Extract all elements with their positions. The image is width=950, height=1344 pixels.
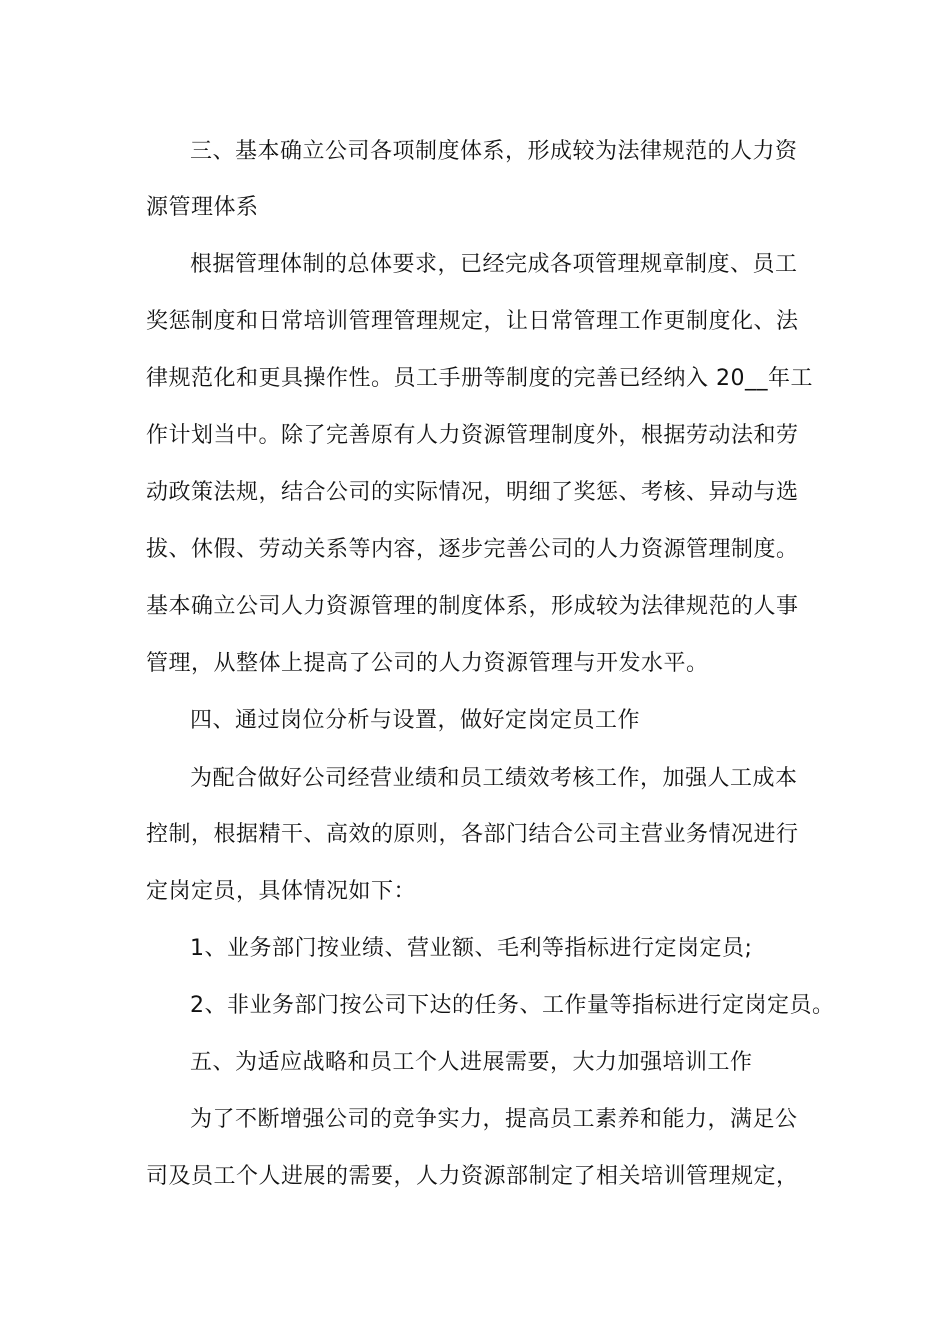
list-item-1: 1、业务部门按业绩、营业额、毛利等指标进行定岗定员; — [190, 936, 753, 961]
paragraph-line: 根据管理体制的总体要求，已经完成各项管理规章制度、员工 — [190, 252, 798, 277]
paragraph-line: 司及员工个人进展的需要，人力资源部制定了相关培训管理规定， — [146, 1164, 799, 1189]
paragraph-line: 作计划当中。除了完善原有人力资源管理制度外，根据劳动法和劳 — [146, 423, 799, 448]
list-item-2: 2、非业务部门按公司下达的任务、工作量等指标进行定岗定员。 — [190, 993, 835, 1018]
section-3-heading-line-2: 源管理体系 — [146, 195, 259, 220]
paragraph-line: 奖惩制度和日常培训管理管理规定，让日常管理工作更制度化、法 — [146, 309, 799, 334]
paragraph-line: 为配合做好公司经营业绩和员工绩效考核工作，加强人工成本 — [190, 766, 798, 791]
section-5-heading: 五、为适应战略和员工个人进展需要，大力加强培训工作 — [190, 1050, 753, 1075]
paragraph-line: 管理，从整体上提高了公司的人力资源管理与开发水平。 — [146, 651, 709, 676]
paragraph-line: 拔、休假、劳动关系等内容，逐步完善公司的人力资源管理制度。 — [146, 537, 799, 562]
paragraph-line: 定岗定员，具体情况如下： — [146, 879, 417, 904]
section-3-heading-line-1: 三、基本确立公司各项制度体系，形成较为法律规范的人力资 — [190, 139, 798, 164]
paragraph-line: 律规范化和更具操作性。员工手册等制度的完善已经纳入 20__年工 — [146, 366, 813, 391]
paragraph-line: 基本确立公司人力资源管理的制度体系，形成较为法律规范的人事 — [146, 594, 799, 619]
paragraph-line: 动政策法规，结合公司的实际情况，明细了奖惩、考核、异动与选 — [146, 480, 799, 505]
section-4-heading: 四、通过岗位分析与设置，做好定岗定员工作 — [190, 708, 641, 733]
paragraph-line: 为了不断增强公司的竞争实力，提高员工素养和能力，满足公 — [190, 1107, 798, 1132]
paragraph-line: 控制，根据精干、高效的原则，各部门结合公司主营业务情况进行 — [146, 822, 799, 847]
